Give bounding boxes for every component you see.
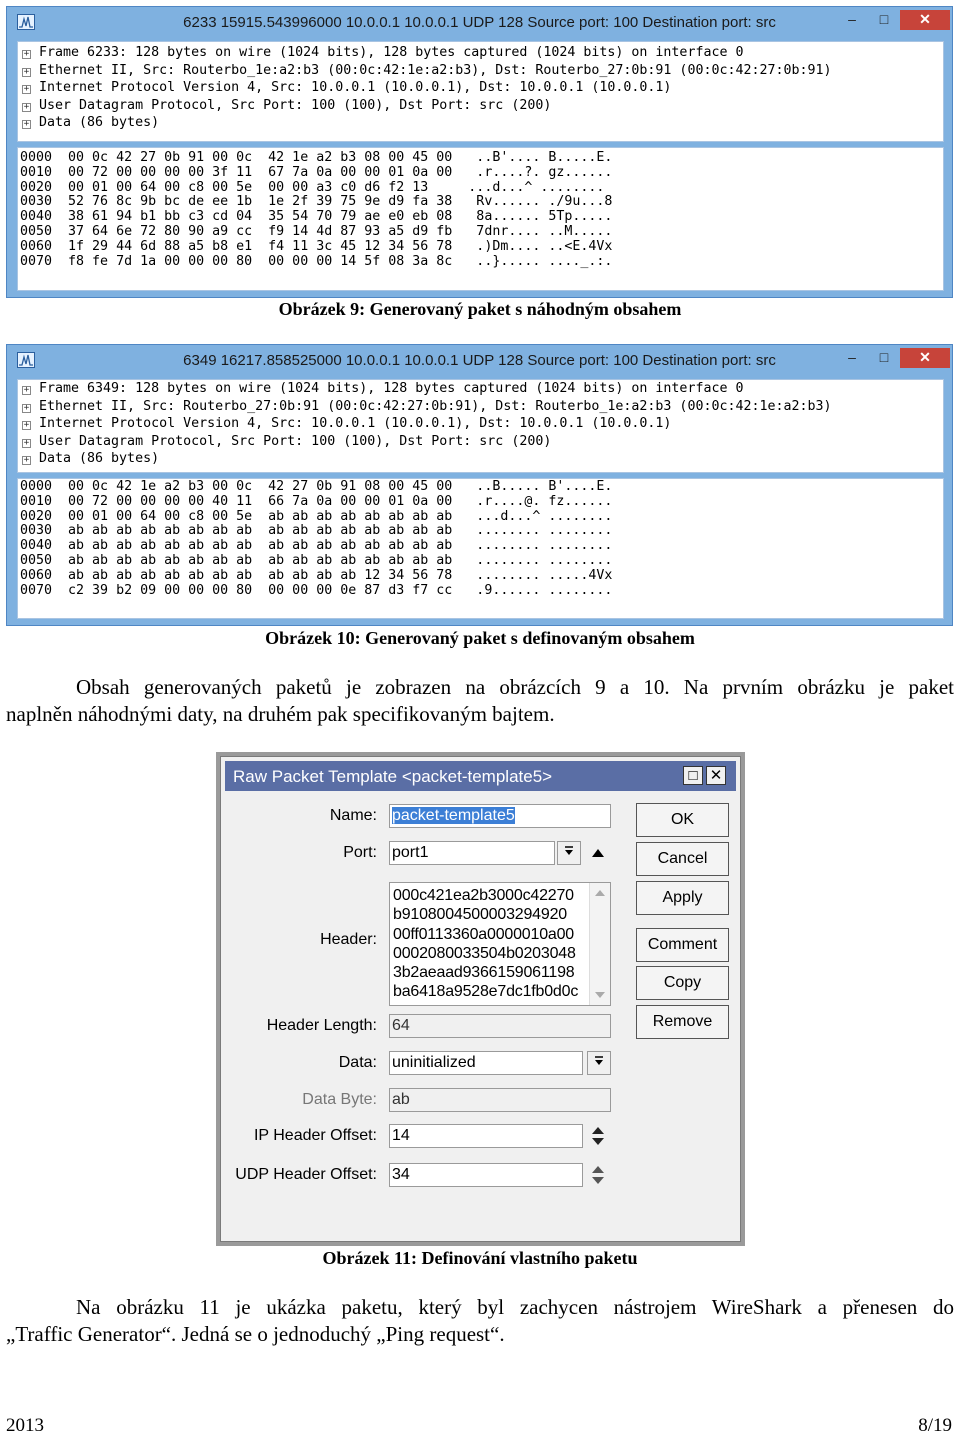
- hex-row: 0030 52 76 8c 9b bc de ee 1b 1e 2f 39 75 9e d9 fa 38 Rv...... ./9u...8: [20, 194, 613, 210]
- data-select[interactable]: uninitialized: [389, 1051, 583, 1075]
- data-label: Data:: [338, 1054, 377, 1071]
- figure-caption-11: Obrázek 11: Definování vlastního paketu: [322, 1248, 638, 1268]
- header-line: ba6418a9528e7dc1fb0d0c: [393, 983, 579, 1001]
- port-dropdown-icon[interactable]: [557, 841, 581, 865]
- dialog-title: Raw Packet Template <packet-template5>: [233, 767, 553, 786]
- comment-button[interactable]: Comment: [636, 928, 729, 962]
- hex-row: 0050 37 64 6e 72 80 90 a9 cc f9 14 4d 87 93 a5 d9 fb 7dnr.... ..M.....: [20, 223, 613, 239]
- port-collapse-up-icon[interactable]: [591, 847, 605, 860]
- paragraph-1: [6, 674, 954, 728]
- ip-header-offset-input[interactable]: 14: [389, 1124, 583, 1148]
- hex-row: 0010 00 72 00 00 00 00 40 11 66 7a 0a 00 00 01 0a 00 .r....@. fz......: [20, 493, 613, 509]
- udp-header-offset-label: UDP Header Offset:: [235, 1166, 377, 1183]
- udp-header-offset-spinner-icon[interactable]: [591, 1165, 605, 1187]
- expand-icon[interactable]: +: [23, 84, 30, 94]
- hex-row: 0020 00 01 00 64 00 c8 00 5e ab ab ab ab ab ab ab ab ...d...^ ........: [20, 508, 613, 524]
- close-button[interactable]: ✕: [900, 10, 950, 30]
- hex-row: 0060 ab ab ab ab ab ab ab ab ab ab ab ab 12 34 56 78 ........ .....4Vx: [20, 567, 613, 583]
- ip-header-offset-spinner-icon[interactable]: [591, 1126, 605, 1148]
- title-bar: [7, 345, 952, 375]
- tree-item-frame[interactable]: + Frame 6349: 128 bytes on wire (1024 bits), 128 bytes captured (1024 bits) on interface 0: [23, 381, 744, 396]
- remove-button[interactable]: Remove: [636, 1005, 729, 1039]
- ip-header-offset-label: IP Header Offset:: [253, 1127, 377, 1144]
- maximize-button[interactable]: □: [879, 349, 889, 365]
- hex-row: 0040 38 61 94 b1 bb c3 cd 04 35 54 70 79 ae e0 eb 08 8a...... 5Tp.....: [20, 209, 613, 225]
- paragraph-2: [6, 1294, 954, 1348]
- maximize-button[interactable]: □: [879, 11, 889, 27]
- tree-item-udp[interactable]: + User Datagram Protocol, Src Port: 100 (100), Dst Port: src (200): [23, 97, 552, 113]
- expand-icon[interactable]: +: [23, 119, 30, 129]
- window-title: 6233 15915.543996000 10.0.0.1 10.0.0.1 UDP 128 Source port: 100 Destination port: src: [183, 14, 776, 31]
- cancel-button[interactable]: Cancel: [636, 842, 729, 876]
- expand-icon[interactable]: +: [23, 437, 30, 448]
- header-line: b9108004500003294920: [393, 906, 567, 924]
- expand-icon[interactable]: +: [23, 101, 30, 112]
- hex-row: 0050 ab ab ab ab ab ab ab ab ab ab ab ab ab ab ab ab ........ ........: [20, 552, 613, 568]
- hex-dump-pane: [17, 478, 944, 619]
- hex-row: 0070 c2 39 b2 09 00 00 00 80 00 00 00 0e 87 d3 f7 cc .9...... ........: [20, 582, 613, 598]
- window-title: 6349 16217.858525000 10.0.0.1 10.0.0.1 UDP 128 Source port: 100 Destination port: src: [183, 352, 776, 369]
- hex-row: 0040 ab ab ab ab ab ab ab ab ab ab ab ab ab ab ab ab ........ ........: [20, 538, 613, 554]
- header-scrollbar[interactable]: [589, 883, 610, 1005]
- hex-row: 0060 1f 29 44 6d 88 a5 b8 e1 f4 11 3c 45 12 34 56 78 .)Dm.... ..<E.4Vx: [20, 238, 613, 254]
- tree-item-udp[interactable]: + User Datagram Protocol, Src Port: 100 (100), Dst Port: src (200): [23, 433, 552, 449]
- wireshark-window-fig10: [6, 344, 953, 626]
- tree-item-ethernet[interactable]: + Ethernet II, Src: Routerbo_27:0b:91 (00:0c:42:27:0b:91), Dst: Routerbo_1e:a2:b3 (00:0c:42:1e:a2:b3): [23, 398, 832, 414]
- paragraph-line: Obsah generovaných paketů je zobrazen na obrázcích 9 a 10. Na prvním obrázku je paket: [76, 675, 954, 699]
- hex-row: 0030 ab ab ab ab ab ab ab ab ab ab ab ab ab ab ab ab ........ ........: [20, 523, 613, 539]
- expand-icon[interactable]: +: [23, 420, 30, 430]
- data-byte-label: Data Byte:: [302, 1091, 377, 1108]
- expand-icon[interactable]: +: [23, 402, 30, 413]
- header-length-label: Header Length:: [266, 1017, 377, 1034]
- tree-item-ip[interactable]: + Internet Protocol Version 4, Src: 10.0.0.1 (10.0.0.1), Dst: 10.0.0.1 (10.0.0.1): [23, 416, 672, 431]
- expand-icon[interactable]: +: [23, 49, 30, 59]
- paragraph-line: „Traffic Generator“. Jedná se o jednoduchý „Ping request“.: [6, 1322, 505, 1346]
- expand-icon[interactable]: +: [23, 455, 30, 465]
- hex-row: 0020 00 01 00 64 00 c8 00 5e 00 00 a3 c0 d6 f2 13 ...d...^ ........: [20, 179, 605, 195]
- paragraph-line: Na obrázku 11 je ukázka paketu, který byl zachycen nástrojem WireShark a přenesen do: [76, 1295, 954, 1319]
- packet-details-tree: [17, 41, 944, 142]
- tree-item-frame[interactable]: + Frame 6233: 128 bytes on wire (1024 bits), 128 bytes captured (1024 bits) on interface 0: [23, 45, 744, 60]
- ok-button[interactable]: OK: [636, 803, 729, 837]
- hex-row: 0000 00 0c 42 1e a2 b3 00 0c 42 27 0b 91 08 00 45 00 ..B..... B'....E.: [20, 479, 613, 494]
- close-button[interactable]: ✕: [706, 766, 726, 785]
- figure-caption-9: Obrázek 9: Generovaný paket s náhodným obsahem: [278, 299, 682, 319]
- minimize-button[interactable]: –: [848, 349, 856, 365]
- header-length-field: 64: [389, 1014, 611, 1038]
- name-input[interactable]: [389, 804, 611, 828]
- title-bar: [7, 7, 952, 37]
- name-value: packet-template5: [392, 807, 515, 824]
- tree-item-ethernet[interactable]: + Ethernet II, Src: Routerbo_1e:a2:b3 (00:0c:42:1e:a2:b3), Dst: Routerbo_27:0b:91 (00:0c:42:27:0b:91): [23, 62, 832, 78]
- port-select[interactable]: port1: [389, 841, 555, 865]
- tree-item-data[interactable]: + Data (86 bytes): [23, 451, 160, 466]
- hex-row: 0070 f8 fe 7d 1a 00 00 00 80 00 00 00 14 5f 08 3a 8c ..}..... ...._.:.: [20, 253, 613, 269]
- header-line: 000c421ea2b3000c42270: [393, 887, 574, 904]
- packet-details-tree: [17, 379, 944, 473]
- udp-header-offset-input[interactable]: 34: [389, 1163, 583, 1187]
- wireshark-window-fig9: [6, 6, 953, 298]
- minimize-button[interactable]: –: [848, 11, 856, 27]
- tree-item-ip[interactable]: + Internet Protocol Version 4, Src: 10.0.0.1 (10.0.0.1), Dst: 10.0.0.1 (10.0.0.1): [23, 80, 672, 95]
- expand-icon[interactable]: +: [23, 66, 30, 77]
- copy-button[interactable]: Copy: [636, 966, 729, 1000]
- raw-packet-template-screenshot: [216, 752, 745, 1246]
- data-dropdown-icon[interactable]: [587, 1051, 611, 1075]
- header-textarea[interactable]: [389, 882, 611, 1006]
- apply-button[interactable]: Apply: [636, 881, 729, 915]
- footer-year: 2013: [6, 1415, 44, 1436]
- hex-dump-pane: [17, 147, 944, 291]
- figure-caption-10: Obrázek 10: Generovaný paket s definovaným obsahem: [265, 628, 695, 648]
- footer-page-number: 8/19: [918, 1415, 952, 1436]
- header-line: 0002080033504b0203048: [393, 944, 576, 962]
- header-line: 00ff0113360a0000010a00: [393, 925, 574, 943]
- scroll-up-icon: [594, 889, 606, 897]
- header-label: Header:: [320, 931, 377, 948]
- raw-packet-template-dialog: [220, 756, 741, 1242]
- port-label: Port:: [343, 844, 377, 861]
- hex-row: 0000 00 0c 42 27 0b 91 00 0c 42 1e a2 b3 08 00 45 00 ..B'.... B.....E.: [20, 150, 613, 165]
- dialog-title-bar: [225, 761, 736, 791]
- hex-row: 0010 00 72 00 00 00 00 3f 11 67 7a 0a 00 00 01 0a 00 .r....?. gz......: [20, 164, 613, 180]
- tree-item-data[interactable]: + Data (86 bytes): [23, 115, 160, 130]
- expand-icon[interactable]: +: [23, 385, 30, 395]
- data-byte-field: ab: [389, 1088, 611, 1112]
- restore-button[interactable]: □: [683, 766, 703, 785]
- name-label: Name:: [329, 807, 377, 824]
- header-line: 3b2aeaad9366159061198: [393, 964, 575, 982]
- paragraph-line: naplněn náhodnými daty, na druhém pak specifikovaným bajtem.: [6, 702, 555, 726]
- close-button[interactable]: ✕: [900, 348, 950, 368]
- scroll-down-icon: [594, 991, 606, 999]
